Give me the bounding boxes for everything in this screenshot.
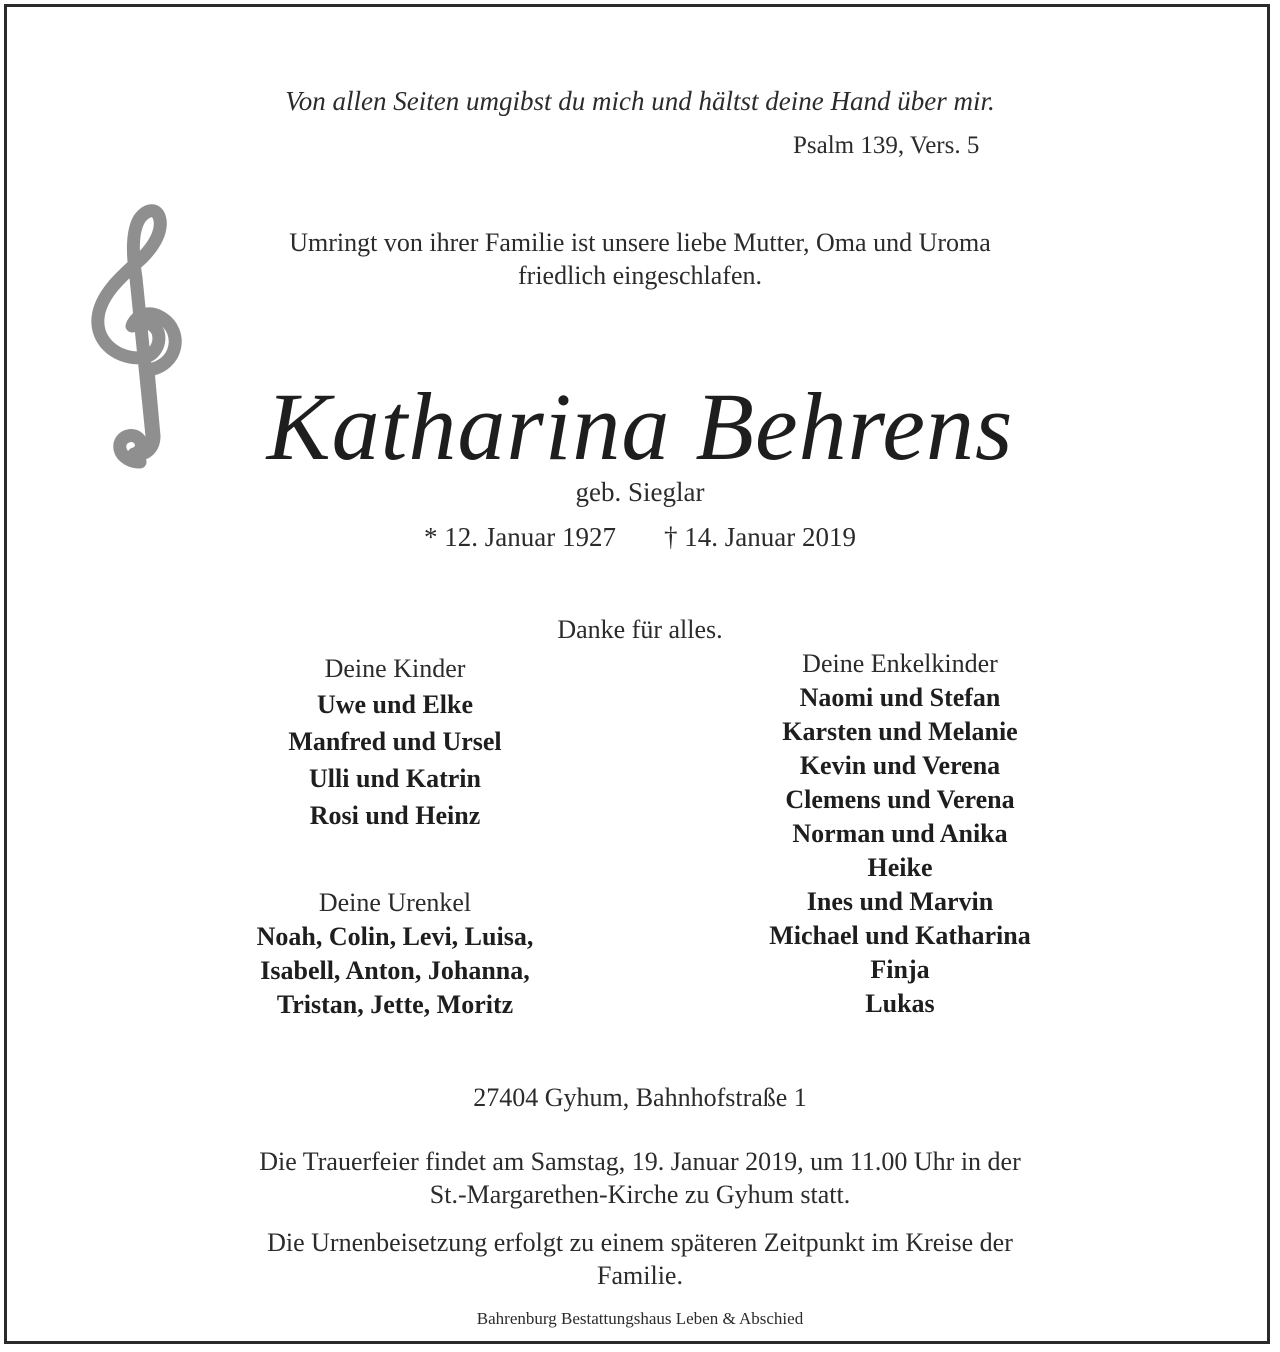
deceased-name: Katharina Behrens	[266, 373, 1014, 480]
mourner-name: Karsten und Melanie	[782, 717, 1018, 746]
mourner-name: Isabell, Anton, Johanna,	[260, 956, 530, 985]
mourner-name: Tristan, Jette, Moritz	[276, 990, 514, 1019]
urn-burial-line: Die Urnenbeisetzung erfolgt zu einem späteren Zeitpunkt im Kreise der	[267, 1228, 1013, 1257]
life-dates	[0, 522, 1280, 553]
address: 27404 Gyhum, Bahnhofstraße 1	[473, 1083, 807, 1112]
funeral-service-info	[0, 1145, 1280, 1211]
funeral-service-line: Die Trauerfeier findet am Samstag, 19. Januar 2019, um 11.00 Uhr in der	[259, 1147, 1021, 1176]
mourner-name: Finja	[870, 955, 930, 984]
mourner-name: Manfred und Ursel	[288, 727, 502, 756]
psalm-quote: Von allen Seiten umgibst du mich und hältst deine Hand über mir.	[285, 86, 995, 116]
group-heading: Deine Urenkel	[318, 888, 472, 917]
announcement	[0, 226, 1280, 292]
birth-name: geb. Sieglar	[575, 477, 705, 507]
group-heading: Deine Enkelkinder	[802, 649, 998, 678]
great-grandchildren-group	[150, 886, 640, 1022]
announcement-line: friedlich eingeschlafen.	[518, 261, 762, 290]
birth-date: * 12. Januar 1927	[424, 522, 616, 552]
psalm-reference: Psalm 139, Vers. 5	[793, 132, 980, 159]
mourner-name: Noah, Colin, Levi, Luisa,	[256, 922, 534, 951]
mourner-name: Ines und Marvin	[806, 887, 994, 916]
mourner-name: Rosi und Heinz	[309, 801, 481, 830]
mourner-name: Naomi und Stefan	[799, 683, 1001, 712]
death-date: † 14. Januar 2019	[664, 522, 856, 552]
mourner-name: Uwe und Elke	[316, 690, 474, 719]
mourner-name: Michael und Katharina	[769, 921, 1031, 950]
mourner-name: Lukas	[865, 989, 935, 1018]
funeral-service-line: St.-Margarethen-Kirche zu Gyhum statt.	[429, 1180, 851, 1209]
mourner-name: Kevin und Verena	[799, 751, 1001, 780]
mourner-name: Ulli und Katrin	[309, 764, 481, 793]
grandchildren-group	[650, 647, 1150, 1021]
undertaker-credit: Bahrenburg Bestattungshaus Leben & Abschied	[476, 1309, 804, 1328]
urn-burial-line: Familie.	[597, 1261, 683, 1290]
children-group	[150, 652, 640, 834]
urn-burial-info	[0, 1226, 1280, 1292]
announcement-line: Umringt von ihrer Familie ist unsere liebe Mutter, Oma und Uroma	[289, 228, 991, 257]
mourner-name: Clemens und Verena	[785, 785, 1015, 814]
mourner-name: Heike	[867, 853, 933, 882]
group-heading: Deine Kinder	[324, 654, 466, 683]
mourner-name: Norman und Anika	[792, 819, 1008, 848]
thanks-line: Danke für alles.	[557, 615, 723, 644]
